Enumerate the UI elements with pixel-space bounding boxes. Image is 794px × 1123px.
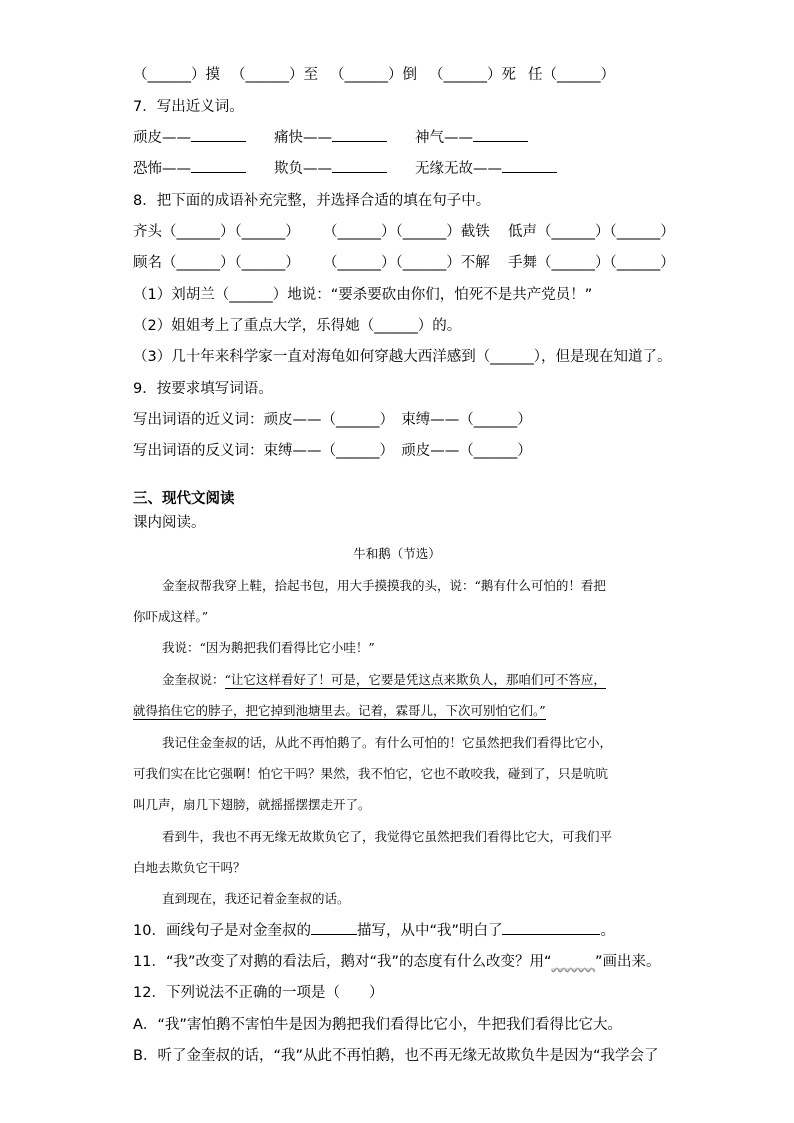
- q11: [133, 953, 661, 971]
- q9-row-1: 写出词语的近义词：顽皮——（______） 束缚——（______）: [133, 412, 532, 428]
- q12-option-a[interactable]: A．“我”害怕鹅不害怕牛是因为鹅把我们看得比它小，牛把我们看得比它大。: [133, 1017, 622, 1033]
- passage-line: 可我们实在比它强啊！怕它干吗？果然，我不怕它，它也不敢咬我，碰到了，只是吭吭: [133, 766, 609, 781]
- q8-idiom-1: 齐头（______）（______）: [133, 224, 300, 240]
- passage-line: 白地去欺负它干吗？: [133, 860, 246, 875]
- answer-blank[interactable]: [502, 160, 557, 173]
- answer-blank[interactable]: [191, 129, 246, 142]
- q7-word-3: 神气——: [415, 130, 473, 146]
- passage-line: 你吓成这样。”: [133, 609, 209, 624]
- q8-heading: 8．把下面的成语补充完整，并选择合适的填在句子中。: [133, 193, 491, 209]
- answer-blank[interactable]: [191, 160, 246, 173]
- answer-blank[interactable]: [332, 129, 387, 142]
- q8-sentence-1: （1）刘胡兰（______）地说：“要杀要砍由你们，怕死不是共产党员！”: [133, 287, 593, 303]
- section-intro: 课内阅读。: [133, 515, 206, 531]
- q10-text-2: 描写，从中“我”明白了: [356, 923, 503, 939]
- q9-row-2: 写出词语的反义词：束缚——（______） 顽皮——（______）: [133, 443, 532, 459]
- underlined-sentence: “让它这样看好了！可是，它要是凭这点来欺负人，那咱们可不答应，: [224, 672, 606, 687]
- q8-sentence-2: （2）姐姐考上了重点大学，乐得她（______）的。: [133, 318, 462, 334]
- q8-idiom-5: （______）（______）不解: [323, 255, 490, 271]
- answer-blank[interactable]: [473, 129, 528, 142]
- q8-row-2: [133, 254, 675, 272]
- q7-word-6: 无缘无故——: [415, 161, 502, 177]
- q11-text-1: 11．“我”改变了对鹅的看法后，鹅对“我”的态度有什么改变？用“: [133, 954, 552, 970]
- passage-line: 金奎叔帮我穿上鞋，拾起书包，用大手摸摸我的头，说：“鹅有什么可怕的！看把: [162, 578, 606, 593]
- passage-line: [133, 702, 546, 720]
- q8-idiom-3: 低声（______）（______）: [508, 224, 675, 240]
- q6-item-d: （______）死: [429, 67, 516, 83]
- passage-line: 我说：“因为鹅把我们看得比它小哇！”: [162, 640, 375, 655]
- wavy-line-mark: ______: [551, 954, 596, 970]
- passage-line: 直到现在，我还记着金奎叔的话。: [162, 891, 350, 906]
- q8-idiom-4: 顾名（______）（______）: [133, 255, 300, 271]
- q7-word-1: 顽皮——: [133, 130, 191, 146]
- q8-sentence-3: （3）几十年来科学家一直对海龟如何穿越大西洋感到（______），但是现在知道了。: [133, 349, 672, 365]
- q11-text-2: ”画出来。: [595, 954, 661, 970]
- q7-row-2: [133, 160, 557, 178]
- q6-item-b: （______）至: [231, 67, 318, 83]
- q7-word-4: 恐怖——: [133, 161, 191, 177]
- q6-fill-row: [133, 66, 615, 84]
- q7-word-2: 痛快——: [274, 130, 332, 146]
- underlined-sentence: 就得掐住它的脖子，把它掉到池塘里去。记着，霖哥儿，下次可别怕它们。”: [133, 703, 546, 718]
- q8-idiom-6: 手舞（______）（______）: [508, 255, 675, 271]
- answer-blank[interactable]: [311, 922, 357, 935]
- q10-text-3: 。: [600, 923, 615, 939]
- q7-word-5: 欺负——: [274, 161, 332, 177]
- q12-stem: 12．下列说法不正确的一项是（ ）: [133, 985, 384, 1001]
- passage-line: 我记住金奎叔的话，从此不再怕鹅了。有什么可怕的！它虽然把我们看得比它小，: [162, 735, 613, 750]
- passage-line: 叫几声，扇几下翅膀，就摇摇摆摆走开了。: [133, 797, 371, 812]
- section-title: 三、现代文阅读: [133, 491, 235, 507]
- q6-item-e: 任（______）: [528, 67, 615, 83]
- passage-title: 牛和鹅（节选）: [353, 546, 441, 561]
- q10-text-1: 10．画线句子是对金奎叔的: [133, 923, 311, 939]
- answer-blank[interactable]: [332, 160, 387, 173]
- q10: [133, 922, 615, 940]
- passage-speaker: 金奎叔说：: [162, 672, 225, 687]
- answer-blank[interactable]: [502, 922, 600, 935]
- q9-heading: 9．按要求填写词语。: [133, 381, 273, 397]
- passage-line: [162, 671, 606, 689]
- q7-row-1: [133, 129, 528, 147]
- q6-item-a: （______）摸: [133, 67, 220, 83]
- q8-row-1: [133, 223, 675, 241]
- q8-idiom-2: （______）（______）截铁: [323, 224, 490, 240]
- passage-line: 看到牛，我也不再无缘无故欺负它了，我觉得它虽然把我们看得比它大，可我们平: [162, 829, 613, 844]
- q7-heading: 7．写出近义词。: [133, 99, 244, 115]
- q6-item-c: （______）倒: [330, 67, 417, 83]
- q12-option-b[interactable]: B．听了金奎叔的话，“我”从此不再怕鹅，也不再无缘无故欺负牛是因为“我学会了: [133, 1048, 659, 1064]
